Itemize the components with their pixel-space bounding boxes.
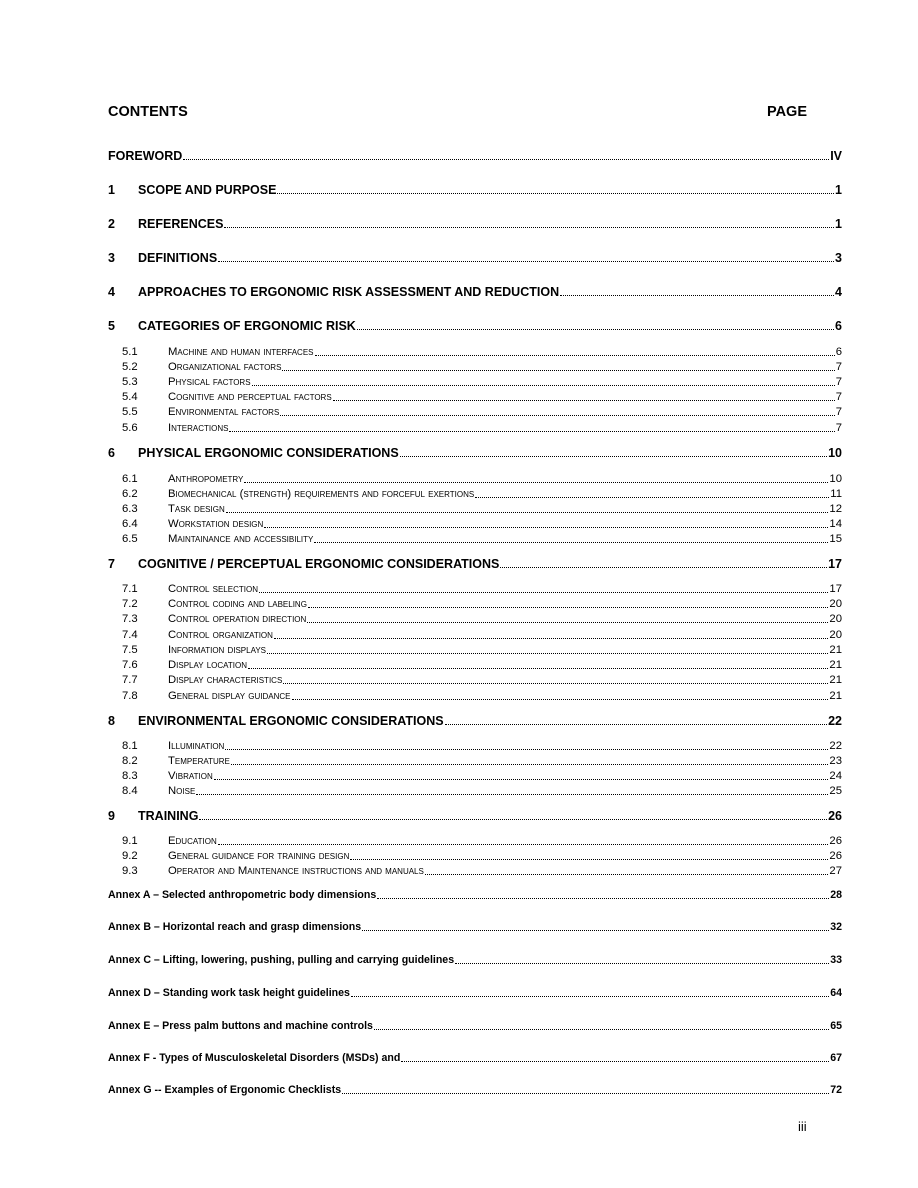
toc-entry-number: 3 [108, 251, 115, 265]
toc-entry-title: Display location [168, 659, 248, 671]
toc-entry[interactable] [122, 673, 842, 687]
toc-entry[interactable] [108, 888, 842, 902]
dot-leader [475, 497, 829, 498]
toc-entry[interactable] [122, 360, 842, 374]
dot-leader [425, 874, 829, 875]
dot-leader [377, 898, 829, 899]
toc-entry-page: 72 [830, 1084, 842, 1096]
toc-entry-page: 4 [835, 285, 842, 299]
toc-entry-page: 26 [828, 809, 842, 823]
dot-leader [183, 159, 829, 160]
dot-leader [315, 355, 835, 356]
toc-entry-page: 26 [829, 835, 842, 847]
toc-entry[interactable] [108, 986, 842, 1000]
toc-entry[interactable] [122, 532, 842, 546]
toc-entry[interactable] [122, 421, 842, 435]
toc-entry-number: 9.3 [122, 865, 138, 877]
toc-entry-title: Annex D – Standing work task height guidelines [108, 987, 350, 999]
dot-leader [308, 607, 828, 608]
toc-entry-number: 7.1 [122, 583, 138, 595]
dot-leader [314, 542, 828, 543]
dot-leader [226, 512, 829, 513]
dot-leader [196, 794, 828, 795]
toc-entry[interactable] [122, 784, 842, 798]
toc-entry-title: Annex F - Types of Musculoskeletal Disorders (MSDs) and [108, 1052, 401, 1064]
toc-entry-page: 17 [828, 557, 842, 571]
toc-entry-number: 7.3 [122, 613, 138, 625]
dot-leader [248, 668, 828, 669]
toc-entry-title: Maintainance and accessibility [168, 533, 314, 545]
toc-entry-page: 6 [835, 319, 842, 333]
toc-entry-title: Annex G -- Examples of Ergonomic Checklists [108, 1084, 342, 1096]
toc-entry[interactable] [122, 517, 842, 531]
dot-leader [357, 329, 834, 330]
dot-leader [218, 844, 829, 845]
toc-entry-title: Machine and human interfaces [168, 346, 314, 358]
toc-entry-page: 20 [829, 629, 842, 641]
dot-leader [231, 764, 829, 765]
toc-entry-page: 6 [835, 346, 842, 358]
toc-entry-page: 21 [829, 674, 842, 686]
toc-entry-number: 5.2 [122, 361, 138, 373]
toc-entry-page: 7 [835, 391, 842, 403]
toc-entry[interactable] [108, 251, 842, 265]
toc-entry-title: Noise [168, 785, 196, 797]
toc-entry-number: 2 [108, 217, 115, 231]
toc-entry-number: 7.5 [122, 644, 138, 656]
toc-entry-title: Physical factors [168, 376, 251, 388]
toc-entry-number: 8.3 [122, 770, 138, 782]
toc-entry-title: Annex C – Lifting, lowering, pushing, pulling and carrying guidelines [108, 954, 455, 966]
toc-entry-number: 9.2 [122, 850, 138, 862]
toc-entry[interactable] [122, 754, 842, 768]
toc-entry-number: 5.1 [122, 346, 138, 358]
toc-entry-title: Annex E – Press palm buttons and machine controls [108, 1020, 373, 1032]
toc-entry-page: 12 [829, 503, 842, 515]
toc-entry-title: Organizational factors [168, 361, 282, 373]
dot-leader [351, 996, 829, 997]
toc-entry[interactable] [108, 217, 842, 231]
dot-leader [277, 193, 834, 194]
dot-leader [374, 1029, 829, 1030]
toc-entry-number: 7.7 [122, 674, 138, 686]
toc-entry-page: 33 [830, 954, 842, 966]
toc-entry-title: APPROACHES TO ERGONOMIC RISK ASSESSMENT AND REDUCTION [138, 285, 560, 299]
dot-leader [342, 1093, 829, 1094]
toc-header [108, 104, 807, 120]
dot-leader [362, 930, 829, 931]
dot-leader [244, 482, 828, 483]
toc-entry-title: Workstation design [168, 518, 264, 530]
toc-entry-page: 26 [829, 850, 842, 862]
toc-entry-number: 5.3 [122, 376, 138, 388]
toc-entry-number: 8.1 [122, 740, 138, 752]
toc-entry[interactable] [122, 628, 842, 642]
toc-entry[interactable] [122, 739, 842, 753]
toc-entry-title: Environmental factors [168, 406, 280, 418]
toc-entry-number: 7.2 [122, 598, 138, 610]
dot-leader [280, 415, 834, 416]
toc-entry-page: 64 [830, 987, 842, 999]
toc-entry-number: 8 [108, 714, 115, 728]
contents-heading: CONTENTS [108, 104, 188, 120]
toc-entry[interactable] [108, 557, 842, 571]
toc-entry-page: 21 [829, 659, 842, 671]
toc-entry-page: 1 [835, 183, 842, 197]
toc-entry-number: 6.4 [122, 518, 138, 530]
dot-leader [214, 779, 829, 780]
toc-entry[interactable] [108, 319, 842, 333]
toc-entry-page: 32 [830, 921, 842, 933]
toc-entry-number: 6.1 [122, 473, 138, 485]
toc-entry-number: 5 [108, 319, 115, 333]
toc-entry[interactable] [122, 834, 842, 848]
toc-entry-number: 9 [108, 809, 115, 823]
dot-leader [350, 859, 828, 860]
toc-entry-page: 28 [830, 889, 842, 901]
dot-leader [274, 638, 828, 639]
page-heading: PAGE [766, 104, 807, 120]
toc-entry-title: Illumination [168, 740, 225, 752]
toc-entry-title: General display guidance [168, 690, 291, 702]
toc-entry-page: 65 [830, 1020, 842, 1032]
toc-entry-title: REFERENCES [138, 217, 224, 231]
toc-entry-page: 10 [828, 446, 842, 460]
toc-entry-page: 25 [829, 785, 842, 797]
toc-entry-title: Anthropometry [168, 473, 244, 485]
page-number: iii [798, 1119, 807, 1134]
dot-leader [267, 653, 828, 654]
toc-entry[interactable] [108, 953, 842, 967]
dot-leader [283, 683, 828, 684]
dot-leader [225, 749, 828, 750]
toc-entry-title: Display characteristics [168, 674, 283, 686]
toc-entry-number: 5.5 [122, 406, 138, 418]
toc-entry-number: 9.1 [122, 835, 138, 847]
toc-entry[interactable] [122, 643, 842, 657]
dot-leader [455, 963, 829, 964]
toc-entry-number: 5.4 [122, 391, 138, 403]
dot-leader [259, 592, 828, 593]
toc-entry[interactable] [122, 658, 842, 672]
toc-entry-page: 20 [829, 613, 842, 625]
toc-entry-page: 22 [828, 714, 842, 728]
toc-entry[interactable] [122, 405, 842, 419]
toc-entry[interactable] [108, 149, 842, 163]
toc-entry-title: TRAINING [138, 809, 199, 823]
dot-leader [224, 227, 834, 228]
toc-entry[interactable] [108, 714, 842, 728]
toc-entry-page: 7 [835, 376, 842, 388]
toc-entry-title: Biomechanical (strength) requirements and forceful exertions [168, 488, 475, 500]
toc-entry[interactable] [122, 849, 842, 863]
toc-entry-title: Cognitive and perceptual factors [168, 391, 332, 403]
toc-entry-title: Annex A – Selected anthropometric body dimensions [108, 889, 377, 901]
toc-entry-number: 8.2 [122, 755, 138, 767]
toc-entry[interactable] [108, 1019, 842, 1033]
toc-entry-number: 8.4 [122, 785, 138, 797]
dot-leader [229, 431, 834, 432]
dot-leader [199, 819, 827, 820]
dot-leader [218, 261, 834, 262]
toc-entry-title: FOREWORD [108, 149, 183, 163]
toc-entry-page: 10 [829, 473, 842, 485]
toc-entry-title: COGNITIVE / PERCEPTUAL ERGONOMIC CONSIDERATIONS [138, 557, 500, 571]
toc-entry-number: 6.2 [122, 488, 138, 500]
dot-leader [307, 622, 828, 623]
toc-entry-number: 6.5 [122, 533, 138, 545]
toc-entry-number: 4 [108, 285, 115, 299]
toc-entry[interactable] [122, 502, 842, 516]
toc-entry[interactable] [108, 809, 842, 823]
toc-entry-page: 22 [829, 740, 842, 752]
toc-entry-title: Control organization [168, 629, 273, 641]
toc-entry-page: 14 [829, 518, 842, 530]
toc-entry[interactable] [122, 582, 842, 596]
toc-entry-number: 7.8 [122, 690, 138, 702]
toc-entry-page: 21 [829, 644, 842, 656]
toc-entry[interactable] [108, 446, 842, 460]
toc-entry-page: 23 [829, 755, 842, 767]
toc-entry-page: 7 [835, 361, 842, 373]
toc-entry-page: 67 [830, 1052, 842, 1064]
toc-entry-title: Annex B – Horizontal reach and grasp dimensions [108, 921, 362, 933]
toc-entry[interactable] [122, 472, 842, 486]
toc-entry-page: 20 [829, 598, 842, 610]
toc-entry-number: 5.6 [122, 422, 138, 434]
toc-entry[interactable] [122, 390, 842, 404]
toc-entry-title: Task design [168, 503, 225, 515]
toc-entry-title: Vibration [168, 770, 213, 782]
toc-entry-title: CATEGORIES OF ERGONOMIC RISK [138, 319, 356, 333]
toc-entry-title: Interactions [168, 422, 229, 434]
toc-entry-page: 21 [829, 690, 842, 702]
toc-entry-page: 24 [829, 770, 842, 782]
toc-entry-page: 17 [829, 583, 842, 595]
toc-entry-number: 7.4 [122, 629, 138, 641]
toc-entry[interactable] [122, 612, 842, 626]
toc-entry-page: 7 [835, 422, 842, 434]
toc-entry-page: 11 [830, 488, 842, 500]
toc-entry[interactable] [122, 769, 842, 783]
dot-leader [400, 456, 827, 457]
toc-entry-title: SCOPE AND PURPOSE [138, 183, 277, 197]
toc-entry[interactable] [122, 689, 842, 703]
toc-entry-title: Control selection [168, 583, 258, 595]
toc-entry[interactable] [122, 345, 842, 359]
dot-leader [500, 567, 827, 568]
dot-leader [282, 370, 834, 371]
toc-entry[interactable] [122, 375, 842, 389]
toc-entry[interactable] [108, 285, 842, 299]
toc-entry-number: 7.6 [122, 659, 138, 671]
toc-entry[interactable] [122, 597, 842, 611]
toc-entry-title: Control coding and labeling [168, 598, 307, 610]
toc-entry-number: 7 [108, 557, 115, 571]
toc-entry-title: Information displays [168, 644, 266, 656]
toc-entry-page: 7 [835, 406, 842, 418]
toc-entry[interactable] [108, 1051, 842, 1065]
toc-entry-page: 3 [835, 251, 842, 265]
toc-entry-title: Temperature [168, 755, 230, 767]
dot-leader [445, 724, 828, 725]
toc-entry[interactable] [108, 1083, 842, 1097]
dot-leader [560, 295, 834, 296]
toc-entry[interactable] [122, 487, 842, 501]
toc-entry-title: ENVIRONMENTAL ERGONOMIC CONSIDERATIONS [138, 714, 444, 728]
toc-entry-page: IV [830, 149, 842, 163]
toc-entry[interactable] [108, 920, 842, 934]
toc-entry-title: General guidance for training design [168, 850, 350, 862]
toc-entry[interactable] [108, 183, 842, 197]
dot-leader [264, 527, 828, 528]
toc-entry-title: Education [168, 835, 217, 847]
toc-entry-title: DEFINITIONS [138, 251, 218, 265]
dot-leader [401, 1061, 829, 1062]
toc-entry-page: 1 [835, 217, 842, 231]
toc-entry-page: 27 [829, 865, 842, 877]
toc-entry-title: Control operation direction [168, 613, 307, 625]
toc-entry-title: Operator and Maintenance instructions and manuals [168, 865, 424, 877]
toc-entry-title: PHYSICAL ERGONOMIC CONSIDERATIONS [138, 446, 399, 460]
dot-leader [292, 699, 829, 700]
toc-entry-number: 6.3 [122, 503, 138, 515]
dot-leader [333, 400, 835, 401]
toc-entry-page: 15 [829, 533, 842, 545]
toc-entry-number: 6 [108, 446, 115, 460]
toc-entry-number: 1 [108, 183, 115, 197]
toc-entry[interactable] [122, 864, 842, 878]
dot-leader [252, 385, 835, 386]
